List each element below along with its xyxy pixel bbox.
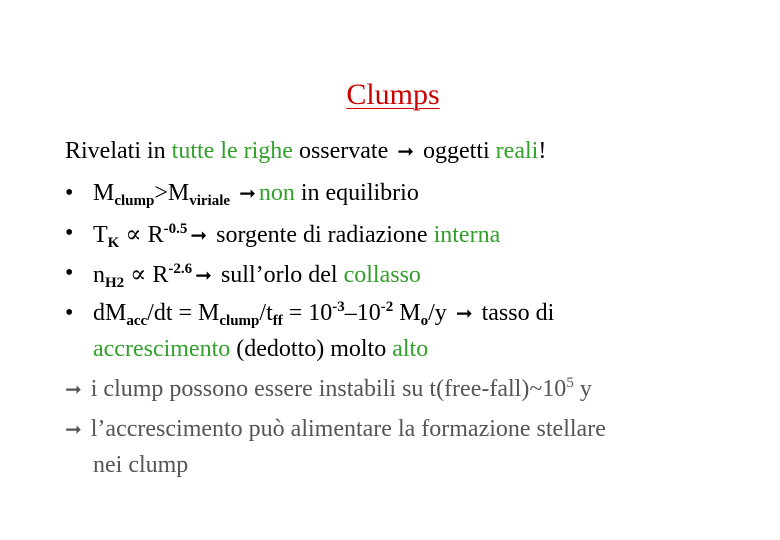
bullet-icon: •	[65, 260, 74, 286]
intro-text-1: Rivelati in	[65, 138, 172, 164]
slide-title-text: Clumps	[346, 78, 440, 111]
c1-text-a: i clump possono essere instabili su t(free-fall)~10	[84, 376, 567, 402]
b4-text-d: = 10	[282, 300, 333, 326]
b4-text-c: /t	[259, 300, 273, 326]
b1-text-b: >M	[154, 180, 190, 206]
b1-sub-2: viriale	[189, 193, 231, 209]
b2-text-a: T	[93, 222, 108, 248]
b4-text-a: dM	[93, 300, 127, 326]
b2-sup-1: -0.5	[163, 221, 188, 237]
b4-text-e: –10	[344, 300, 381, 326]
b3-text-d: collasso	[343, 262, 421, 288]
intro-text-6: !	[538, 138, 547, 164]
arrow-icon: ➞	[455, 301, 473, 325]
b3-sup-1: -2.6	[168, 261, 193, 277]
bullet-icon: •	[65, 220, 74, 246]
b2-text-b: ∝ R	[119, 222, 164, 248]
c1-text-b: y	[573, 376, 592, 402]
b3-text-c: sull’orlo del	[214, 262, 344, 288]
intro-text-5: reali	[495, 138, 539, 164]
b4-text-h: tasso di	[475, 300, 555, 326]
b1-text-a: M	[93, 180, 115, 206]
intro-line	[65, 138, 546, 165]
b4-cont-a: accrescimento	[93, 336, 231, 362]
b4-text-g: /y	[428, 300, 453, 326]
b1-text-e: in equilibrio	[294, 180, 419, 206]
conclusion-accretion	[65, 416, 606, 443]
b4-sub-1: acc	[126, 313, 148, 329]
c1-sup-1: 5	[566, 375, 574, 391]
conclusion-instability	[65, 376, 592, 403]
arrow-icon: ➞	[195, 263, 212, 287]
bullet-icon: •	[65, 300, 74, 326]
b4-sub-2: clump	[219, 313, 260, 329]
intro-text-3: osservate	[292, 138, 395, 164]
b3-text-a: n	[93, 262, 105, 288]
bullet-icon: •	[65, 180, 74, 206]
intro-text-4: oggetti	[417, 138, 496, 164]
c2-text-b: nei clump	[93, 452, 189, 478]
b3-text-b: ∝ R	[124, 262, 169, 288]
bullet-text-cont	[93, 336, 428, 363]
b4-sup-1: -3	[332, 299, 345, 315]
conclusion-accretion-cont	[93, 452, 188, 479]
b4-sup-2: -2	[380, 299, 394, 315]
b1-text-c	[230, 180, 236, 206]
arrow-icon: ➞	[190, 223, 208, 247]
b3-sub-1: H2	[105, 275, 125, 291]
slide-title	[0, 78, 780, 112]
arrow-icon: ➞	[65, 377, 82, 401]
arrow-icon: ➞	[397, 139, 415, 163]
b4-sub-4: o	[420, 313, 429, 329]
intro-text-2: tutte le righe	[171, 138, 293, 164]
bullet-text	[93, 260, 421, 289]
arrow-icon: ➞	[239, 181, 256, 205]
b1-sub-1: clump	[114, 193, 155, 209]
arrow-icon: ➞	[65, 417, 82, 441]
b2-sub-1: K	[107, 235, 120, 251]
b2-text-d: interna	[433, 222, 501, 248]
b4-text-b: /dt = M	[147, 300, 220, 326]
b4-sub-3: ff	[272, 313, 283, 329]
bullet-text	[93, 300, 554, 327]
c2-text-a: l’accrescimento può alimentare la formazione stellare	[84, 416, 606, 442]
b4-cont-c: alto	[392, 336, 429, 362]
b2-text-c: sorgente di radiazione	[210, 222, 434, 248]
b1-text-d: non	[258, 180, 295, 206]
b4-cont-b: (dedotto) molto	[230, 336, 393, 362]
bullet-text	[93, 180, 419, 207]
bullet-text	[93, 220, 500, 249]
b4-text-f: M	[393, 300, 421, 326]
